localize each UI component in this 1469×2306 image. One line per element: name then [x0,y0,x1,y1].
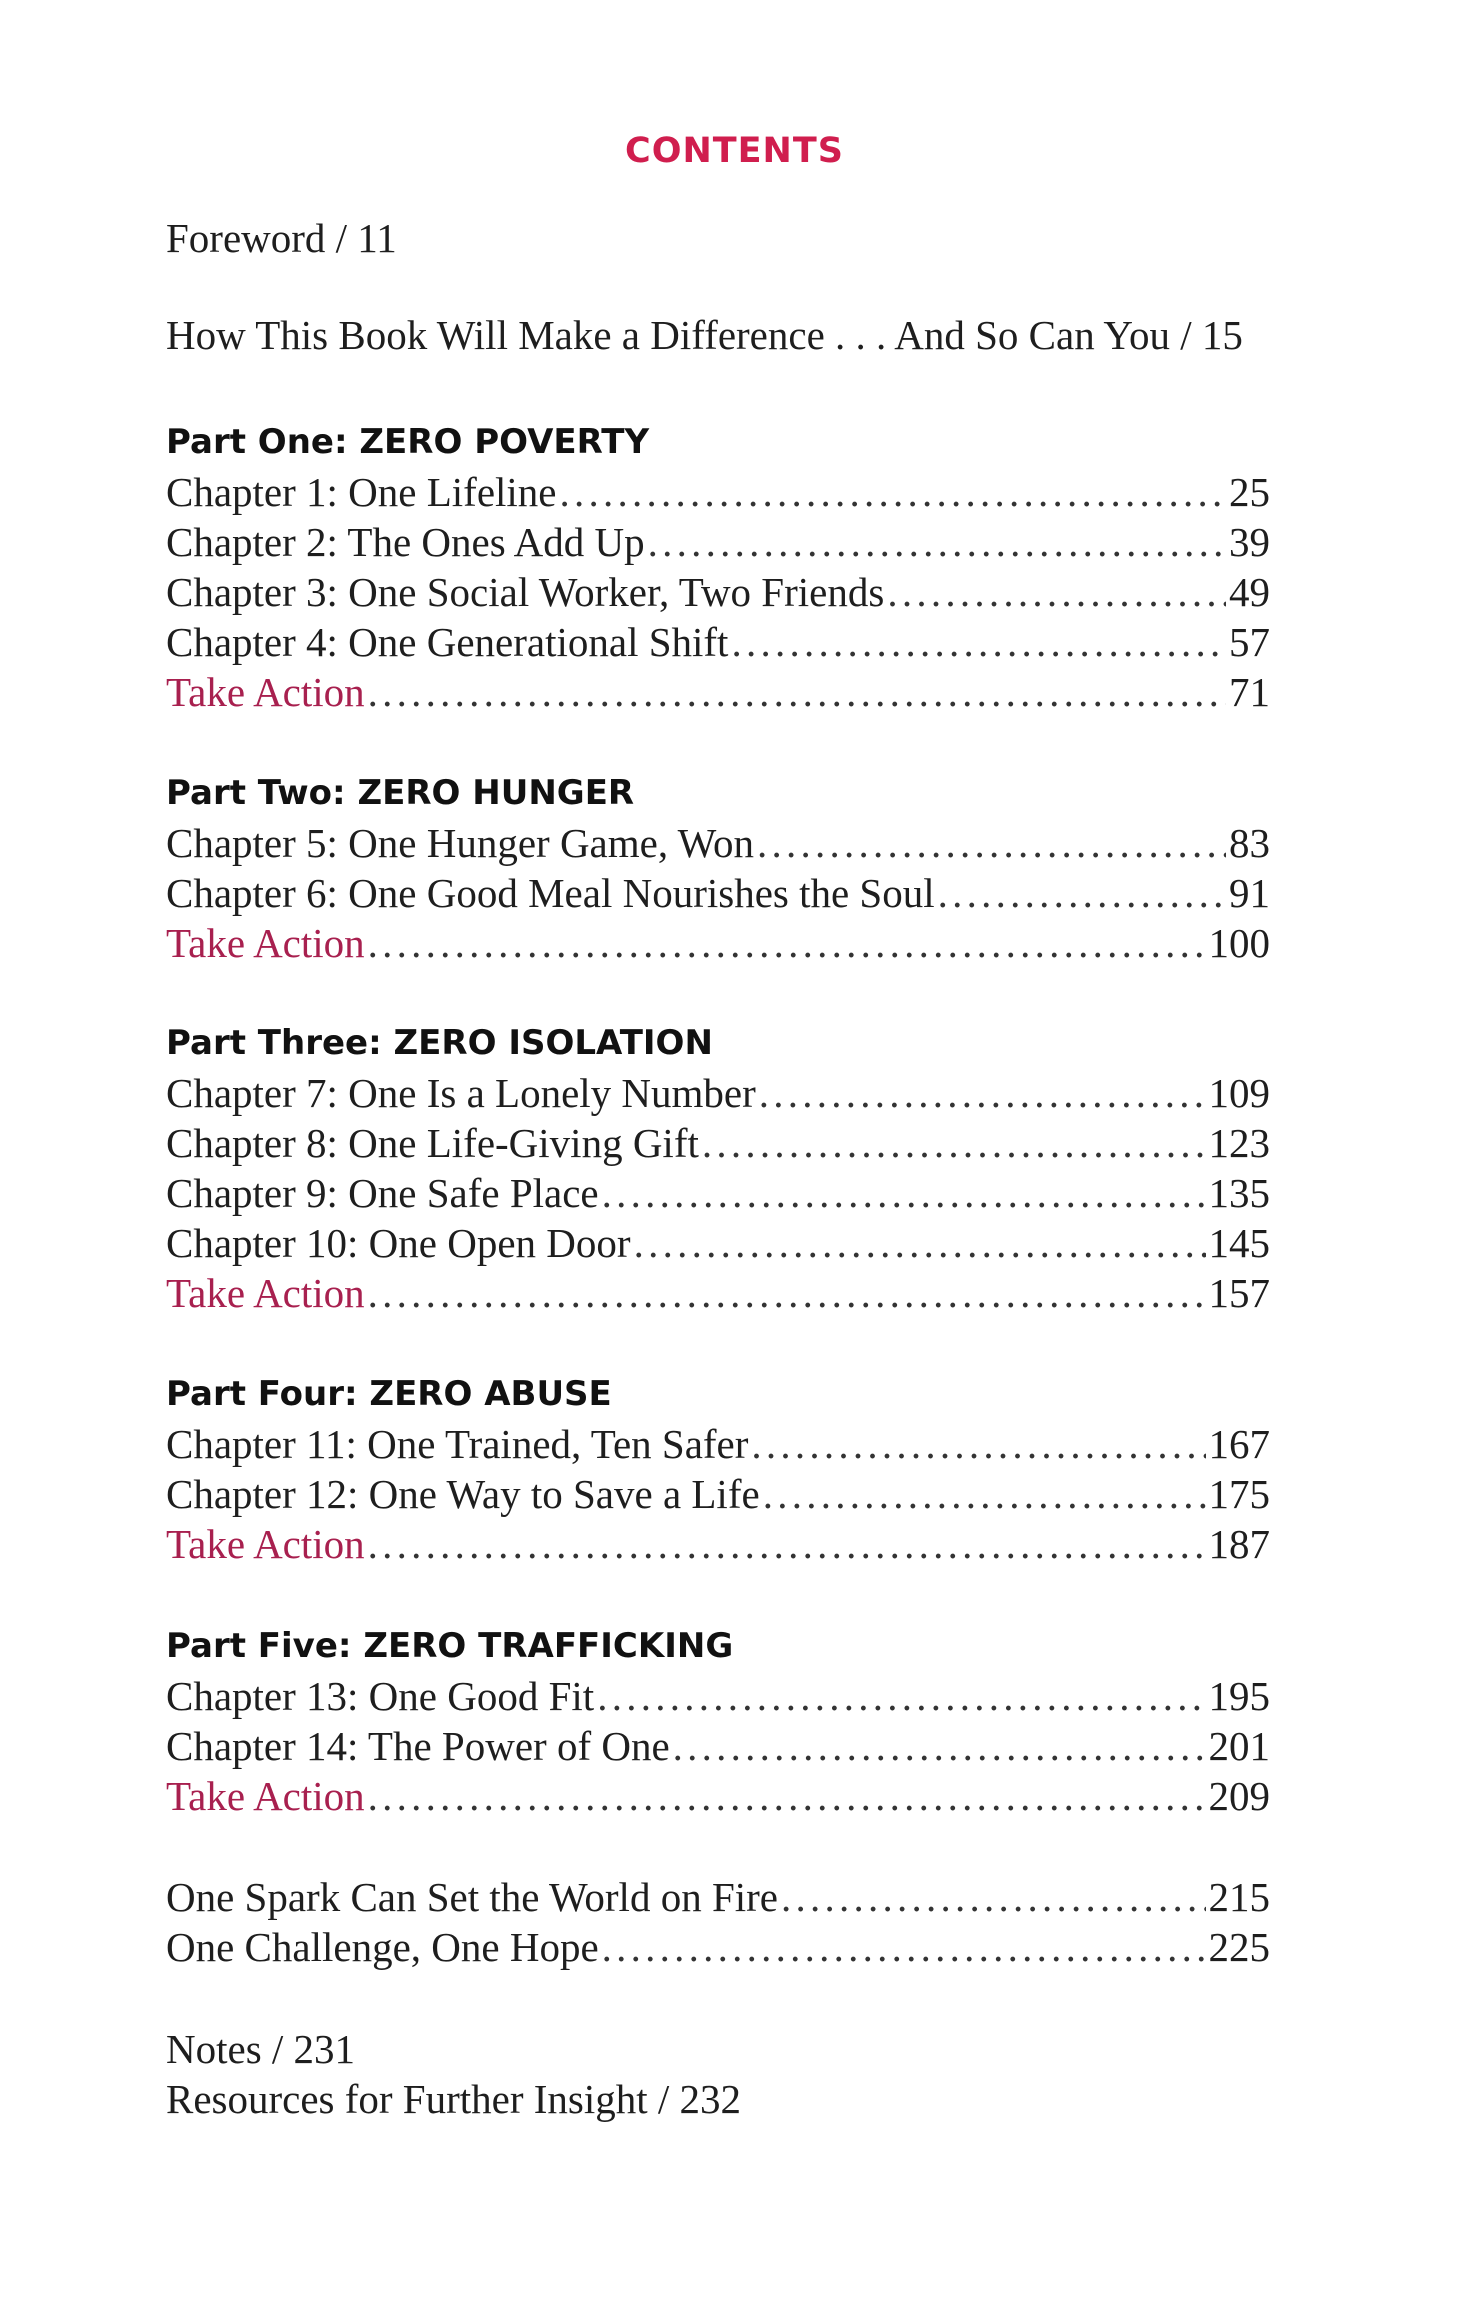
entry-label: Chapter 13: One Good Fit [166,1673,595,1719]
toc-entry [166,1218,1270,1268]
dot-leader [368,1771,1206,1821]
entry-page: 175 [1208,1471,1270,1517]
part-four [166,1369,1270,1569]
toc-entry [166,1118,1270,1168]
part-five [166,1621,1270,1821]
take-action-label: Take Action [166,669,365,715]
entry-page: 25 [1229,469,1270,515]
part-three [166,1018,1270,1318]
entry-page: 100 [1208,920,1270,966]
entry-page: 157 [1208,1270,1270,1316]
contents-title: CONTENTS [625,131,844,171]
toc-entry [166,818,1270,868]
foreword-entry: Foreword / 11 [166,215,397,261]
toc-entry [166,1068,1270,1118]
entry-label: Chapter 7: One Is a Lonely Number [166,1070,756,1116]
dot-leader [759,1068,1206,1118]
dot-leader [634,1218,1206,1268]
dot-leader [602,1168,1206,1218]
dot-leader [368,1519,1206,1569]
toc-entry [166,1721,1270,1771]
dot-leader [887,567,1226,617]
resources-entry: Resources for Further Insight / 232 [166,2076,742,2122]
entry-label: One Spark Can Set the World on Fire [166,1874,778,1920]
entry-page: 209 [1208,1773,1270,1819]
take-action-label: Take Action [166,920,365,966]
intro-block [166,213,1270,263]
part-heading: Part Five: ZERO TRAFFICKING [166,1626,734,1666]
dot-leader [602,1922,1206,1972]
back-matter-block [166,2024,1270,2124]
toc-entry [166,1168,1270,1218]
toc-entry [166,1671,1270,1721]
dot-leader [781,1872,1206,1922]
part-heading: Part One: ZERO POVERTY [166,422,650,462]
dot-leader [751,1419,1205,1469]
entry-page: 135 [1208,1170,1270,1216]
entry-label: Chapter 2: The Ones Add Up [166,519,645,565]
entry-label: One Challenge, One Hope [166,1924,599,1970]
take-action-entry [166,918,1270,968]
part-heading: Part Four: ZERO ABUSE [166,1374,612,1414]
entry-label: Chapter 4: One Generational Shift [166,619,729,665]
part-heading: Part Three: ZERO ISOLATION [166,1023,713,1063]
dot-leader [763,1469,1206,1519]
entry-label: Chapter 9: One Safe Place [166,1170,599,1216]
entry-page: 39 [1229,519,1270,565]
take-action-label: Take Action [166,1773,365,1819]
difference-entry: How This Book Will Make a Difference . . . And So Can You / 15 [166,312,1243,358]
toc-entry [166,1419,1270,1469]
intro-block-2 [166,310,1270,360]
closing-block [166,1872,1270,1972]
entry-page: 195 [1208,1673,1270,1719]
part-two [166,768,1270,968]
entry-page: 215 [1208,1874,1270,1920]
entry-page: 225 [1208,1924,1270,1970]
entry-label: Chapter 10: One Open Door [166,1220,631,1266]
entry-page: 83 [1229,820,1270,866]
entry-label: Chapter 14: The Power of One [166,1723,670,1769]
toc-entry [166,1469,1270,1519]
toc-entry [166,617,1270,667]
toc-entry [166,868,1270,918]
entry-page: 57 [1229,619,1270,665]
dot-leader [560,467,1226,517]
entry-page: 201 [1208,1723,1270,1769]
dot-leader [597,1671,1205,1721]
take-action-entry [166,1771,1270,1821]
take-action-label: Take Action [166,1521,365,1567]
take-action-entry [166,1519,1270,1569]
entry-label: Chapter 12: One Way to Save a Life [166,1471,760,1517]
part-one [166,417,1270,717]
toc-entry [166,517,1270,567]
entry-page: 123 [1208,1120,1270,1166]
entry-page: 167 [1208,1421,1270,1467]
entry-page: 49 [1229,569,1270,615]
take-action-label: Take Action [166,1270,365,1316]
entry-page: 91 [1229,870,1270,916]
dot-leader [368,918,1206,968]
entry-label: Chapter 5: One Hunger Game, Won [166,820,755,866]
part-heading: Part Two: ZERO HUNGER [166,773,635,813]
notes-entry: Notes / 231 [166,2026,356,2072]
take-action-entry [166,667,1270,717]
dot-leader [702,1118,1206,1168]
dot-leader [757,818,1226,868]
entry-label: Chapter 6: One Good Meal Nourishes the Soul [166,870,935,916]
take-action-entry [166,1268,1270,1318]
toc-entry [166,567,1270,617]
dot-leader [368,1268,1206,1318]
dot-leader [673,1721,1206,1771]
entry-label: Chapter 1: One Lifeline [166,469,557,515]
dot-leader [648,517,1226,567]
toc-entry [166,1872,1270,1922]
entry-page: 109 [1208,1070,1270,1116]
dot-leader [731,617,1226,667]
dot-leader [938,868,1226,918]
toc-entry [166,467,1270,517]
dot-leader [368,667,1226,717]
toc-entry [166,1922,1270,1972]
entry-label: Chapter 8: One Life-Giving Gift [166,1120,699,1166]
entry-page: 187 [1208,1521,1270,1567]
entry-label: Chapter 11: One Trained, Ten Safer [166,1421,749,1467]
entry-page: 145 [1208,1220,1270,1266]
entry-label: Chapter 3: One Social Worker, Two Friends [166,569,885,615]
entry-page: 71 [1229,669,1270,715]
